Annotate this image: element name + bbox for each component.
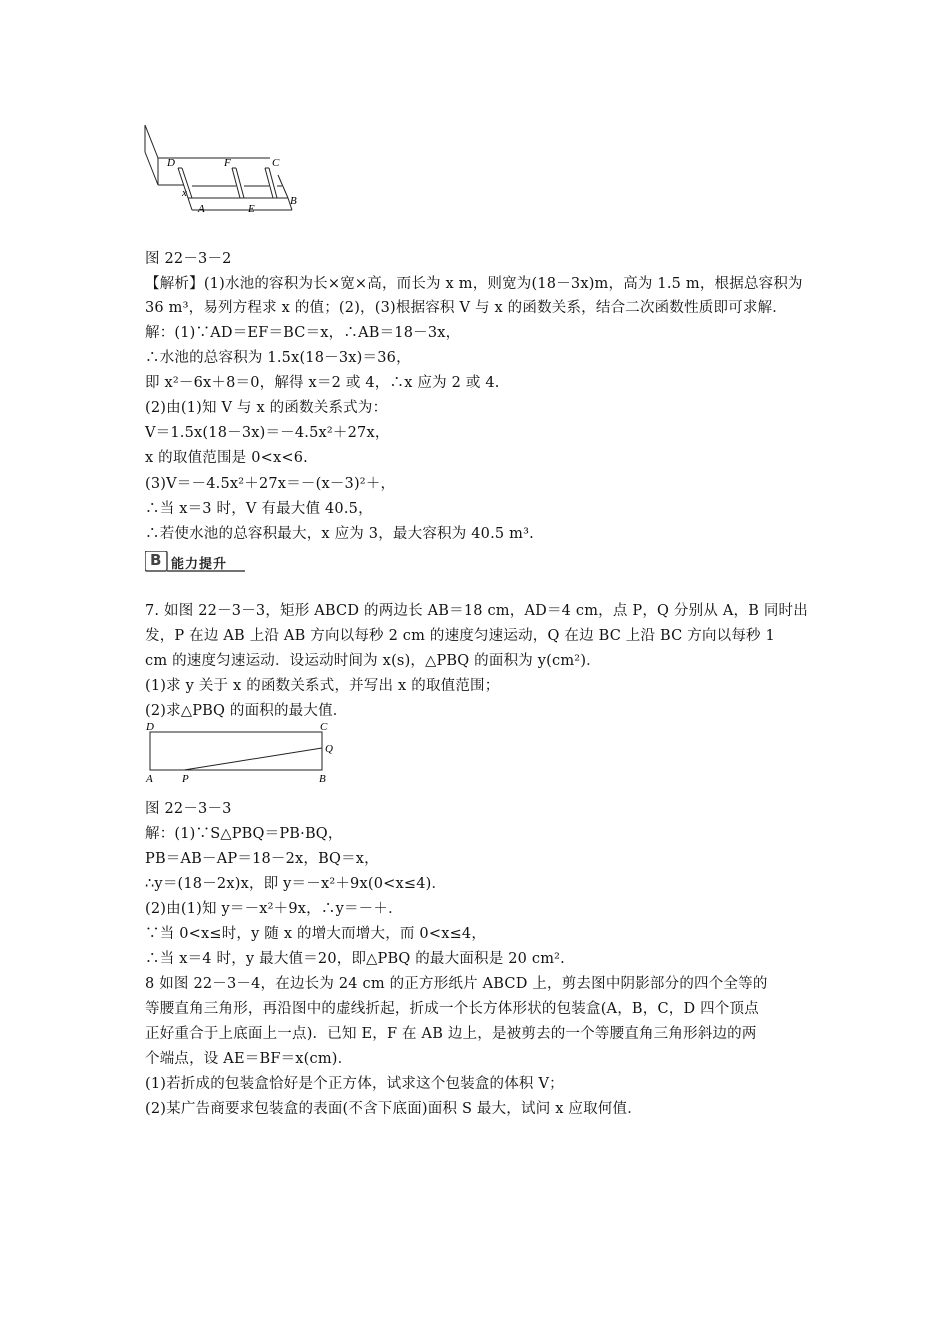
solution6-line: ∴当 x＝3 时，V 有最大值 40.5， <box>145 501 373 517</box>
fig1-label-D: D <box>167 157 175 169</box>
fig1-label-F: F <box>224 157 231 169</box>
solution7-line: ∴当 x＝4 时，y 最大值＝20，即△PBQ 的最大面积是 20 cm². <box>145 951 565 967</box>
problem8-line: 正好重合于上底面上一点)．已知 E，F 在 AB 边上，是被剪去的一个等腰直角三角形斜边的两 <box>145 1026 757 1042</box>
fig1-label-E: E <box>248 203 255 215</box>
problem7-line: (2)求△PBQ 的面积的最大值． <box>145 703 348 719</box>
analysis-tag: 【解析】 <box>145 276 204 292</box>
figure-water-tank <box>140 120 310 220</box>
fig2-label-A: A <box>146 773 153 785</box>
fig1-label-B: B <box>290 195 297 207</box>
figure2-caption: 图 22－3－3 <box>145 801 232 817</box>
solution7-line: ∵当 0<x≤时，y 随 x 的增大而增大，而 0<x≤4， <box>145 926 487 942</box>
problem8-line: (1)若折成的包装盒恰好是个正方体，试求这个包装盒的体积 V； <box>145 1076 564 1092</box>
solution7-line: 解：(1)∵S△PBQ＝PB·BQ， <box>145 826 343 842</box>
solution7-line: PB＝AB－AP＝18－2x，BQ＝x， <box>145 851 379 867</box>
fig1-label-C: C <box>272 157 280 169</box>
problem7-line: (1)求 y 关于 x 的函数关系式，并写出 x 的取值范围； <box>145 678 500 694</box>
figure-rectangle-pbq <box>140 718 350 788</box>
section-badge <box>145 551 247 573</box>
fig2-label-D: D <box>146 721 154 733</box>
badge-text: 能力提升 <box>171 557 228 572</box>
figure1-caption: 图 22－3－2 <box>145 251 232 267</box>
solution6-line: 解：(1)∵AD＝EF＝BC＝x，∴AB＝18－3x， <box>145 325 461 341</box>
analysis-line-1 <box>145 272 803 296</box>
problem7-line: cm 的速度匀速运动．设运动时间为 x(s)，△PBQ 的面积为 y(cm²)． <box>145 653 601 669</box>
fig2-label-P: P <box>182 773 189 785</box>
fig2-label-C: C <box>320 721 328 733</box>
solution6-line: 即 x²－6x＋8＝0，解得 x＝2 或 4，∴x 应为 2 或 4. <box>145 375 500 391</box>
solution6-line: ∴水池的总容积为 1.5x(18－3x)＝36， <box>145 350 411 366</box>
solution7-line: ∴y＝(18－2x)x，即 y＝－x²＋9x(0<x≤4)． <box>145 876 447 892</box>
problem8-line: (2)某广告商要求包装盒的表面(不含下底面)面积 S 最大，试问 x 应取何值． <box>145 1101 642 1117</box>
solution6-line: (3)V＝－4.5x²＋27x＝－(x－3)²＋， <box>145 476 396 492</box>
fig2-label-Q: Q <box>325 743 333 755</box>
problem8-line: 个端点，设 AE＝BF＝x(cm)． <box>145 1051 353 1067</box>
problem7-line: 7. 如图 22－3－3，矩形 ABCD 的两边长 AB＝18 cm，AD＝4 cm，点 P，Q 分别从 A，B 同时出 <box>145 603 808 619</box>
solution6-line: ∴若使水池的总容积最大，x 应为 3，最大容积为 40.5 m³. <box>145 526 534 542</box>
fig2-label-B: B <box>319 773 326 785</box>
problem8-line: 8 如图 22－3－4，在边长为 24 cm 的正方形纸片 ABCD 上，剪去图中阴影部分的四个全等的 <box>145 976 768 992</box>
problem8-line: 等腰直角三角形，再沿图中的虚线折起，折成一个长方体形状的包装盒(A，B，C，D 四个顶点 <box>145 1001 759 1017</box>
badge-letter: B <box>150 551 162 569</box>
solution6-line: (2)由(1)知 V 与 x 的函数关系式为： <box>145 400 388 416</box>
fig1-label-A: A <box>198 203 205 215</box>
analysis-line-2: 36 m³，易列方程求 x 的值；(2)，(3)根据容积 V 与 x 的函数关系，结合二次函数性质即可求解． <box>145 300 787 316</box>
solution7-line: (2)由(1)知 y＝－x²＋9x，∴y＝－＋． <box>145 901 403 917</box>
solution6-line: V＝1.5x(18－3x)＝－4.5x²＋27x， <box>145 425 390 441</box>
fig1-label-x: x <box>182 187 187 199</box>
problem7-line: 发，P 在边 AB 上沿 AB 方向以每秒 2 cm 的速度匀速运动，Q 在边 BC 上沿 BC 方向以每秒 1 <box>145 628 775 644</box>
solution6-line: x 的取值范围是 0<x<6. <box>145 450 308 466</box>
analysis-text-1: (1)水池的容积为长×宽×高，而长为 x m，则宽为(18－3x)m，高为 1.5 m，根据总容积为 <box>203 276 803 292</box>
